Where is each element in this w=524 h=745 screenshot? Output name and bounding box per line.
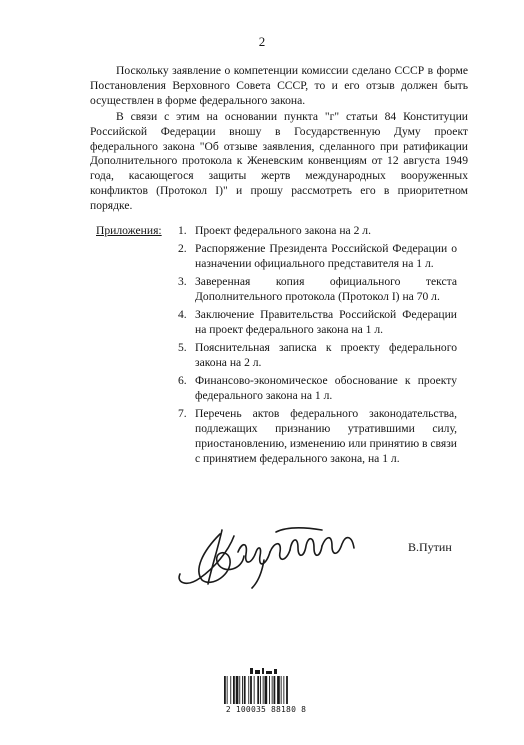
page-number: 2 <box>258 34 266 49</box>
barcode-bar <box>272 676 273 704</box>
attachment-item <box>178 341 457 371</box>
attachment-text: Финансово-экономическое обоснование к проекту федерального закона на 1 л. <box>195 374 457 402</box>
barcode-bar <box>286 676 288 704</box>
barcode-bar <box>277 676 280 704</box>
barcode-bar <box>233 676 235 704</box>
barcode-bar <box>281 676 282 704</box>
barcode-bar <box>254 676 255 704</box>
attachment-text: Заключение Правительства Российской Федерации на проект федерального закона на 1 л. <box>195 308 457 336</box>
barcode-bar <box>224 676 226 704</box>
attachments-list <box>178 224 457 470</box>
barcode-bar <box>250 676 252 704</box>
barcode-bar <box>257 676 259 704</box>
attachment-text: Пояснительная записка к проекту федерального закона на 2 л. <box>195 341 457 369</box>
attachment-number: 3. <box>178 275 187 289</box>
attachment-item <box>178 407 457 466</box>
paragraph-submission: В связи с этим на основании пункта "г" статьи 84 Конституции Российской Федерации вношу в Государственную Думу проект федерального закона "Об отзыве заявления, сделанного при ратификации Дополнительного протокола к Женевским конвенциям от 12 августа 1949 года, касающегося защиты жертв международных вооруженных конфликтов (Протокол I)" и прошу рассмотреть его в приоритетном порядке. <box>90 110 468 212</box>
barcode <box>222 676 310 704</box>
handwritten-signature <box>172 512 372 592</box>
barcode-bar <box>263 676 264 704</box>
attachment-text: Перечень актов федерального законодательства, подлежащих признанию утратившими силу, приостановлению, изменению или принятию в связи с принятием федерального закона, на 1 л. <box>195 407 457 465</box>
attachment-number: 2. <box>178 242 187 256</box>
attachment-number: 7. <box>178 407 187 421</box>
barcode-bar <box>269 676 270 704</box>
barcode-bar <box>227 676 228 704</box>
barcode-bar <box>242 676 243 704</box>
attachment-number: 6. <box>178 374 187 388</box>
barcode-mark <box>236 666 296 676</box>
attachment-number: 1. <box>178 224 187 237</box>
barcode-bar <box>248 676 249 704</box>
barcode-bar <box>274 676 276 704</box>
signer-name: В.Путин <box>408 540 452 554</box>
barcode-bar <box>236 676 239 704</box>
attachments-label: Приложения: <box>96 224 162 237</box>
barcode-bar <box>244 676 246 704</box>
attachment-text: Распоряжение Президента Российской Федерации о назначении официального представителя на 1 л. <box>195 242 457 270</box>
attachment-number: 5. <box>178 341 187 355</box>
attachment-number: 4. <box>178 308 187 322</box>
attachment-item <box>178 308 457 338</box>
attachment-item <box>178 374 457 404</box>
barcode-bar <box>230 676 231 704</box>
barcode-bar <box>265 676 268 704</box>
paragraph-competence: Поскольку заявление о компетенции комиссии сделано СССР в форме Постановления Верховного Совета СССР, то и его отзыв должен быть осуществлен в форме федерального закона. <box>90 64 468 107</box>
attachment-item <box>178 275 457 305</box>
attachment-text: Заверенная копия официального текста Дополнительного протокола (Протокол I) на 70 л. <box>195 275 457 303</box>
barcode-number: 2 100035 88180 8 <box>225 705 307 714</box>
attachment-text: Проект федерального закона на 2 л. <box>195 224 371 237</box>
attachment-item <box>178 224 457 239</box>
attachment-item <box>178 242 457 272</box>
barcode-bar <box>260 676 261 704</box>
barcode-bar <box>239 676 240 704</box>
barcode-bar <box>283 676 284 704</box>
